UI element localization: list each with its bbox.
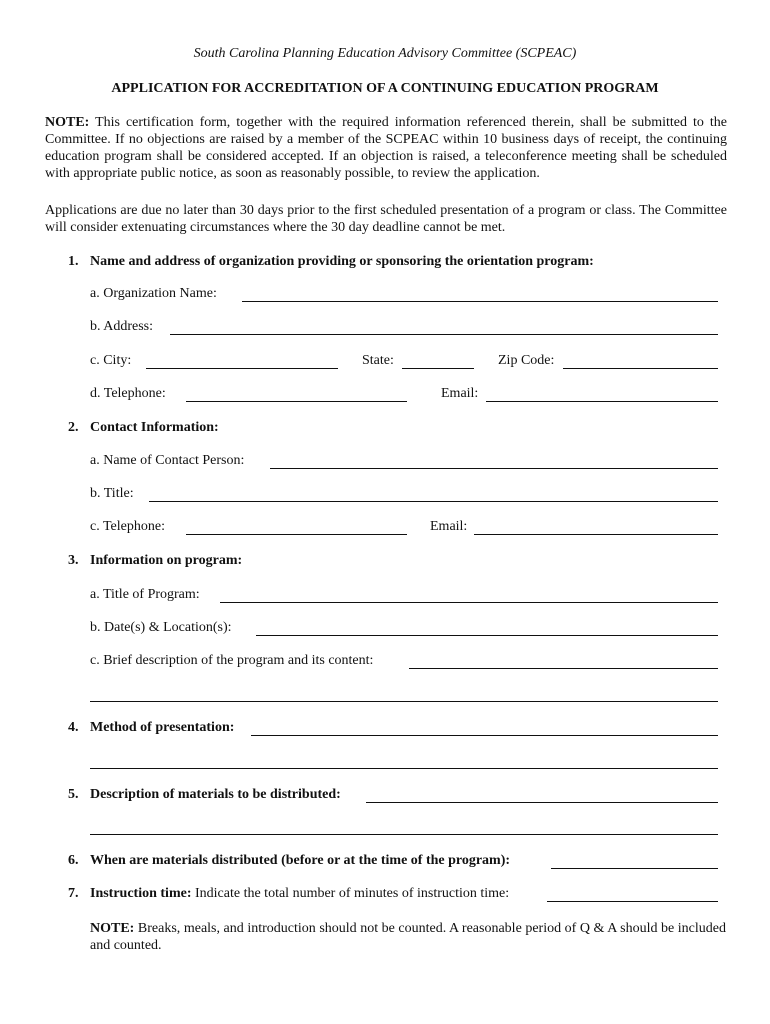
section-3-number: 3.	[68, 553, 79, 568]
presentation-method-field[interactable]	[251, 735, 718, 736]
org-telephone-label: d. Telephone:	[90, 386, 166, 401]
dates-locations-field[interactable]	[256, 635, 718, 636]
contact-telephone-field[interactable]	[186, 534, 407, 535]
form-title: APPLICATION FOR ACCREDITATION OF A CONTINUING EDUCATION PROGRAM	[111, 81, 659, 96]
program-title-field[interactable]	[220, 602, 718, 603]
contact-title-label: b. Title:	[90, 486, 134, 501]
section-5-number: 5.	[68, 787, 79, 802]
org-telephone-field[interactable]	[186, 401, 407, 402]
section-4-number: 4.	[68, 720, 79, 735]
deadline-note: Applications are due no later than 30 days prior to the first scheduled presentation of a program or class. The Committee will consider extenuating circumstances where the 30 day deadline cannot be met.	[45, 203, 727, 235]
org-email-label: Email:	[441, 386, 479, 401]
org-name-label: a. Organization Name:	[90, 286, 217, 301]
instruction-note	[90, 920, 726, 954]
contact-telephone-label: c. Telephone:	[90, 519, 165, 534]
zip-field[interactable]	[563, 368, 718, 369]
contact-name-field[interactable]	[270, 468, 718, 469]
presentation-method-field-line-2[interactable]	[90, 768, 718, 769]
contact-email-label: Email:	[430, 519, 468, 534]
city-field[interactable]	[146, 368, 338, 369]
committee-name: South Carolina Planning Education Advisory Committee (SCPEAC)	[193, 46, 577, 61]
instruction-time-field[interactable]	[547, 901, 718, 902]
address-field[interactable]	[170, 334, 718, 335]
instruction-note-label: NOTE:	[90, 921, 135, 936]
section-1-title: Name and address of organization providing or sponsoring the orientation program:	[90, 254, 594, 269]
note-label: NOTE:	[45, 115, 90, 130]
state-field[interactable]	[402, 368, 474, 369]
materials-timing-field[interactable]	[551, 868, 718, 869]
section-1-number: 1.	[68, 254, 79, 269]
program-title-label: a. Title of Program:	[90, 587, 200, 602]
program-description-field-line-2[interactable]	[90, 701, 718, 702]
dates-locations-label: b. Date(s) & Location(s):	[90, 620, 232, 635]
section-6-title: When are materials distributed (before or at the time of the program):	[90, 853, 511, 868]
intro-note	[45, 114, 727, 182]
zip-label: Zip Code:	[498, 353, 555, 368]
org-name-field[interactable]	[242, 301, 718, 302]
section-7-line	[90, 886, 509, 902]
instruction-time-text: Indicate the total number of minutes of instruction time:	[195, 886, 510, 901]
section-7-number: 7.	[68, 886, 79, 901]
section-2-title: Contact Information:	[90, 420, 219, 435]
contact-name-label: a. Name of Contact Person:	[90, 453, 245, 468]
program-description-field[interactable]	[409, 668, 718, 669]
materials-description-field-line-2[interactable]	[90, 834, 718, 835]
note-text: This certification form, together with the required information referenced therein, shall be submitted to the Committee. If no objections are raised by a member of the SCPEAC within 10 business days of receipt, the continuing education program shall be considered accepted. If an objection is raised, a teleconference meeting shall be scheduled with appropriate public notice, as soon as reasonably possible, to review the application.	[45, 115, 727, 181]
contact-title-field[interactable]	[149, 501, 718, 502]
materials-description-field[interactable]	[366, 802, 718, 803]
city-label: c. City:	[90, 353, 132, 368]
section-5-title: Description of materials to be distributed:	[90, 787, 341, 802]
section-7-title: Instruction time:	[90, 886, 192, 901]
section-4-title: Method of presentation:	[90, 720, 235, 735]
section-2-number: 2.	[68, 420, 79, 435]
section-6-number: 6.	[68, 853, 79, 868]
instruction-note-text: Breaks, meals, and introduction should not be counted. A reasonable period of Q & A should be included and counted.	[90, 921, 726, 953]
address-label: b. Address:	[90, 319, 153, 334]
program-description-label: c. Brief description of the program and its content:	[90, 653, 374, 668]
state-label: State:	[362, 353, 394, 368]
org-email-field[interactable]	[486, 401, 718, 402]
contact-email-field[interactable]	[474, 534, 718, 535]
section-3-title: Information on program:	[90, 553, 243, 568]
